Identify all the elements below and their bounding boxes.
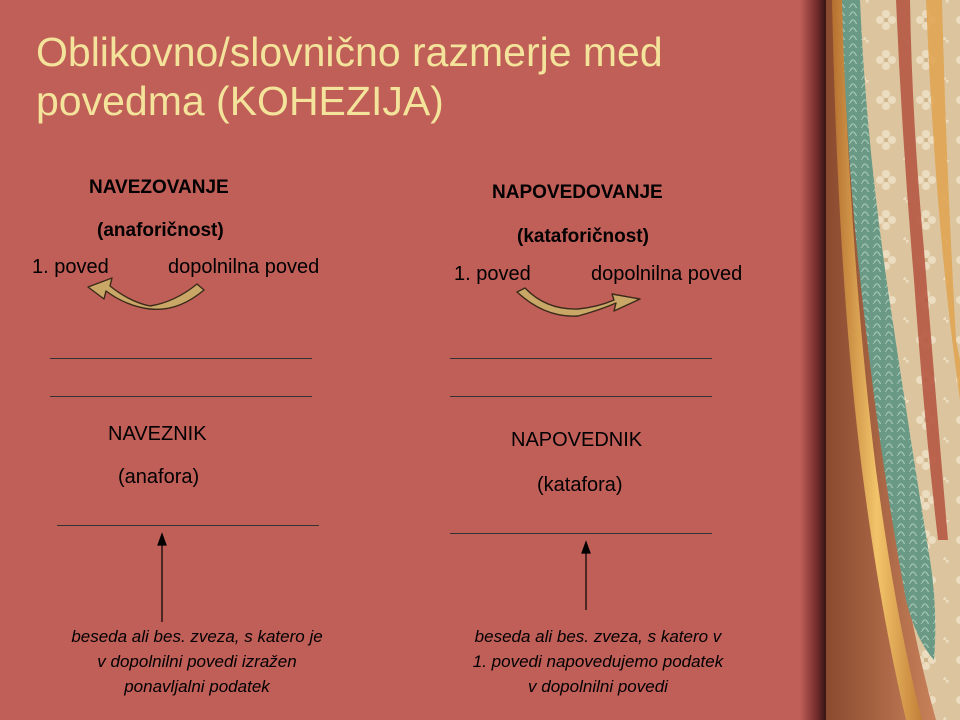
right-note-line-1: beseda ali bes. zveza, s katero v [474,627,722,646]
left-term-sub: (anafora) [118,466,200,488]
title-line-2: povedma (KOHEZIJA) [36,78,444,124]
right-first-sentence: 1. poved [454,263,531,285]
title-line-1: Oblikovno/slovnično razmerje med [36,29,663,75]
right-note-line-3: v dopolnilni povedi [528,677,668,696]
left-first-sentence: 1. poved [32,256,109,278]
up-arrow-icon [158,534,166,622]
left-note-line-2: v dopolnilni povedi izražen [97,652,297,671]
left-heading: NAVEZOVANJE [89,177,229,198]
right-heading: NAPOVEDOVANJE [492,182,663,203]
curved-arrow-right-icon [517,288,640,316]
left-note-line-3: ponavljalni podatek [124,677,270,696]
right-second-sentence: dopolnilna poved [591,263,743,285]
curved-arrow-left-icon [88,278,204,309]
up-arrow-icon [582,542,590,610]
left-term: NAVEZNIK [108,423,207,445]
right-note-line-2: 1. povedi napovedujemo podatek [472,652,724,671]
left-subheading: (anaforičnost) [97,220,224,241]
right-term-sub: (katafora) [537,474,623,496]
right-term: NAPOVEDNIK [511,429,643,451]
left-note-line-1: beseda ali bes. zveza, s katero je [71,627,323,646]
left-second-sentence: dopolnilna poved [168,256,320,278]
right-subheading: (kataforičnost) [517,226,649,247]
